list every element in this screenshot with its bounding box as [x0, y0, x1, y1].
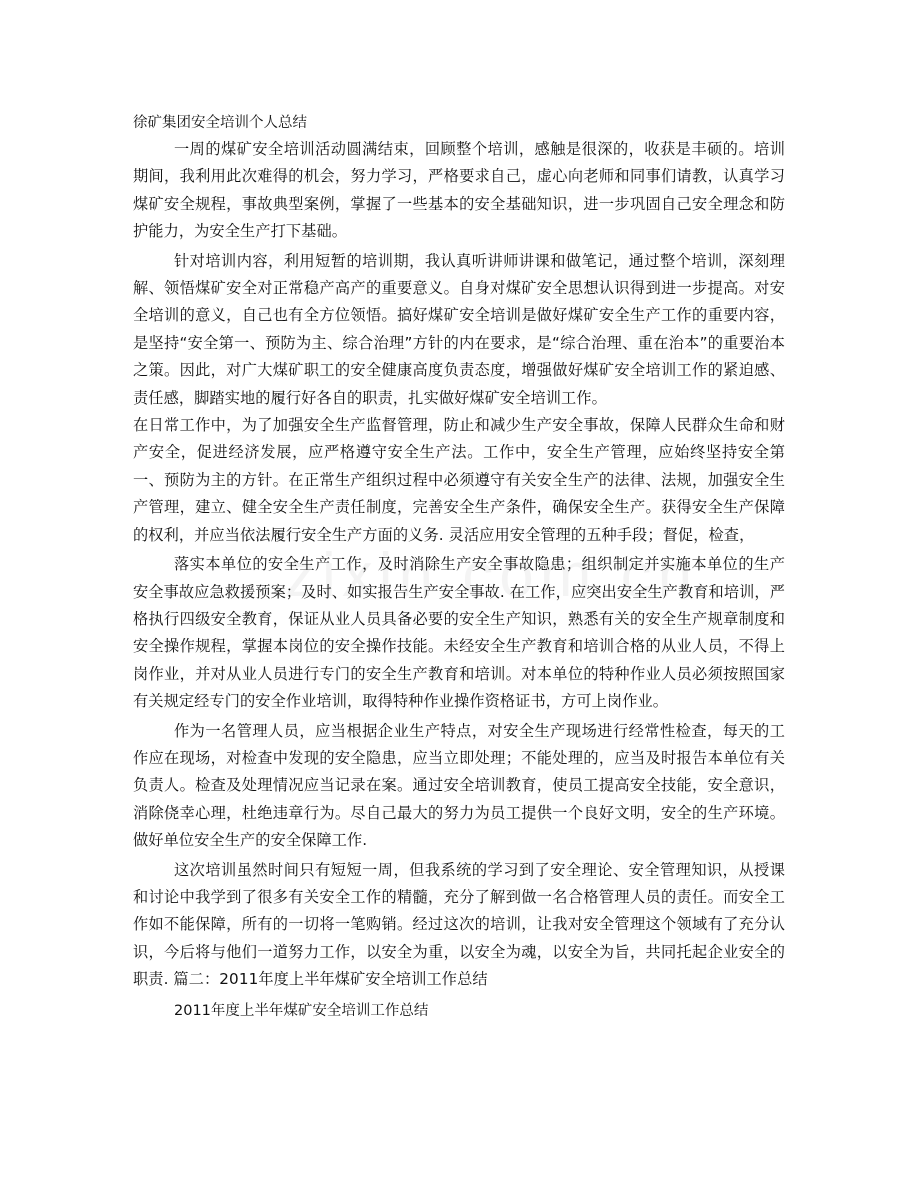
paragraph-6: 这次培训虽然时间只有短短一周，但我系统的学习到了安全理论、安全管理知识，从授课和讨论中我学到了很多有关安全工作的精髓，充分了解到做一名合格管理人员的责任。而安全工作如不能保障，所有的一切将一笔购销。经过这次的培训，让我对安全管理这个领域有了充分认识，今后将与他们一道努力工作，以安全为重，以安全为魂，以安全为旨，共同托起企业安全的职责. 篇二：2011年度上半年煤矿安全培训工作总结 [133, 860, 785, 989]
section-subtitle: 2011年度上半年煤矿安全培训工作总结 [174, 1002, 429, 1019]
paragraph-5: 作为一名管理人员，应当根据企业生产特点，对安全生产现场进行经常性检查，每天的工作应在现场，对检查中发现的安全隐患，应当立即处理；不能处理的，应当及时报告本单位有关负责人。检查及处理情况应当记录在案。通过安全培训教育，使员工提高安全技能，安全意识，消除侥幸心理，杜绝违章行为。尽自己最大的努力为员工提供一个良好文明，安全的生产环境。做好单位安全生产的安全保障工作. [133, 721, 785, 850]
paragraph-3: 在日常工作中，为了加强安全生产监督管理，防止和减少生产安全事故，保障人民群众生命和财产安全，促进经济发展，应严格遵守安全生产法。工作中，安全生产管理，应始终坚持安全第一、预防为主的方针。在正常生产组织过程中必须遵守有关安全生产的法律、法规，加强安全生产管理，建立、健全安全生产责任制度，完善安全生产条件，确保安全生产。获得安全生产保障的权利，并应当依法履行安全生产方面的义务. 灵活应用安全管理的五种手段；督促，检查， [133, 416, 785, 544]
paragraph-1: 一周的煤矿安全培训活动圆满结束，回顾整个培训，感触是很深的，收获是丰硕的。培训期间，我利用此次难得的机会，努力学习，严格要求自己，虚心向老师和同事们请教，认真学习煤矿安全规程，事故典型案例，掌握了一些基本的安全基础知识，进一步巩固自己安全理念和防护能力，为安全生产打下基础。 [133, 140, 785, 241]
paragraph-4: 落实本单位的安全生产工作，及时消除生产安全事故隐患；组织制定并实施本单位的生产安全事故应急救援预案；及时、如实报告生产安全事故. 在工作，应突出安全生产教育和培训，严格执行四级安全教育，保证从业人员具备必要的安全生产知识，熟悉有关的安全生产规章制度和安全操作规程，掌握本岗位的安全操作技能。未经安全生产教育和培训合格的从业人员，不得上岗作业，并对从业人员进行专门的安全生产教育和培训。对本单位的特种作业人员必须按照国家有关规定经专门的安全作业培训，取得特种作业操作资格证书，方可上岗作业。 [133, 555, 785, 711]
paragraph-2: 针对培训内容，利用短暂的培训期，我认真听讲师讲课和做笔记，通过整个培训，深刻理解、领悟煤矿安全对正常稳产高产的重要意义。自身对煤矿安全思想认识得到进一步提高。对安全培训的意义，自己也有全方位领悟。搞好煤矿安全培训是做好煤矿安全生产工作的重要内容，是坚持“安全第一、预防为主、综合治理”方针的内在要求，是“综合治理、重在治本”的重要治本之策。因此，对广大煤矿职工的安全健康高度负责态度，增强做好煤矿安全培训工作的紧迫感、责任感，脚踏实地的履行好各自的职责，扎实做好煤矿安全培训工作。 [133, 251, 785, 407]
document-body [133, 112, 785, 1024]
document-title: 徐矿集团安全培训个人总结 [133, 115, 307, 131]
